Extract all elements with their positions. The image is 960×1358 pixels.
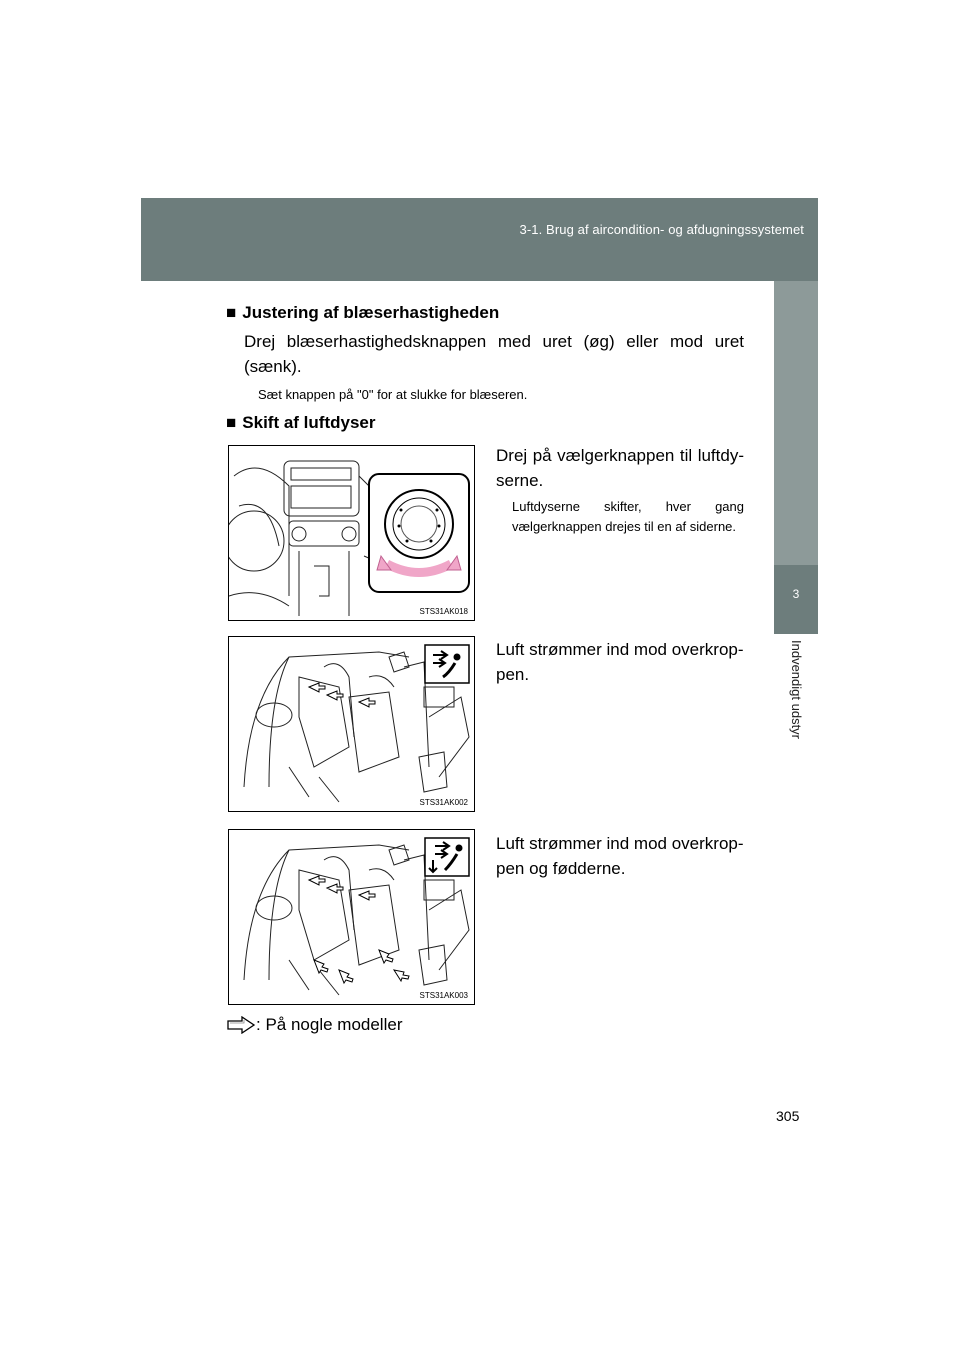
car-interior-illustration: [229, 830, 474, 1004]
figure-face-feet-vents: [228, 829, 475, 1005]
square-bullet-icon: ■: [226, 303, 237, 322]
blower-body: Drej blæserhastighedsknappen med uret (øg) eller mod uret (sænk).: [244, 332, 744, 376]
chapter-tab[interactable]: [774, 565, 818, 634]
vents-note: Luftdyserne skifter, hver gang vælgerknappen drejes til en af siderne.: [512, 499, 744, 534]
chapter-number: 3: [792, 587, 800, 601]
figure-face-vents: [228, 636, 475, 812]
car-interior-illustration: [229, 637, 474, 811]
footnote-text: : På nogle modeller: [256, 1015, 403, 1034]
page-number: 305: [776, 1108, 800, 1124]
dashboard-illustration: [229, 446, 474, 620]
square-bullet-icon: ■: [226, 413, 237, 432]
arrow-outline-icon: [226, 1016, 256, 1034]
figure-dashboard-dial: [228, 445, 475, 621]
face-feet-vents-caption: Luft strømmer ind mod overkrop-pen og fødderne.: [496, 834, 744, 878]
vents-body: Drej på vælgerknappen til luftdy-serne.: [496, 446, 744, 490]
section-heading-vents: ■ Skift af luftdyser: [226, 413, 376, 432]
figure-code: STS31AK003: [419, 991, 468, 1000]
figure-code: STS31AK018: [419, 607, 468, 616]
footnote: [226, 1015, 402, 1035]
chapter-label: Indvendigt udstyr: [789, 640, 804, 740]
face-vents-caption: Luft strømmer ind mod overkrop-pen.: [496, 640, 744, 684]
header-band: [141, 198, 818, 281]
figure-code: STS31AK002: [419, 798, 468, 807]
header-title: 3-1. Brug af aircondition- og afdugningssystemet: [519, 222, 804, 237]
side-tab-background: [774, 281, 818, 565]
section-heading-blower: ■ Justering af blæserhastigheden: [226, 303, 500, 322]
blower-note: Sæt knappen på "0" for at slukke for blæseren.: [258, 387, 528, 402]
